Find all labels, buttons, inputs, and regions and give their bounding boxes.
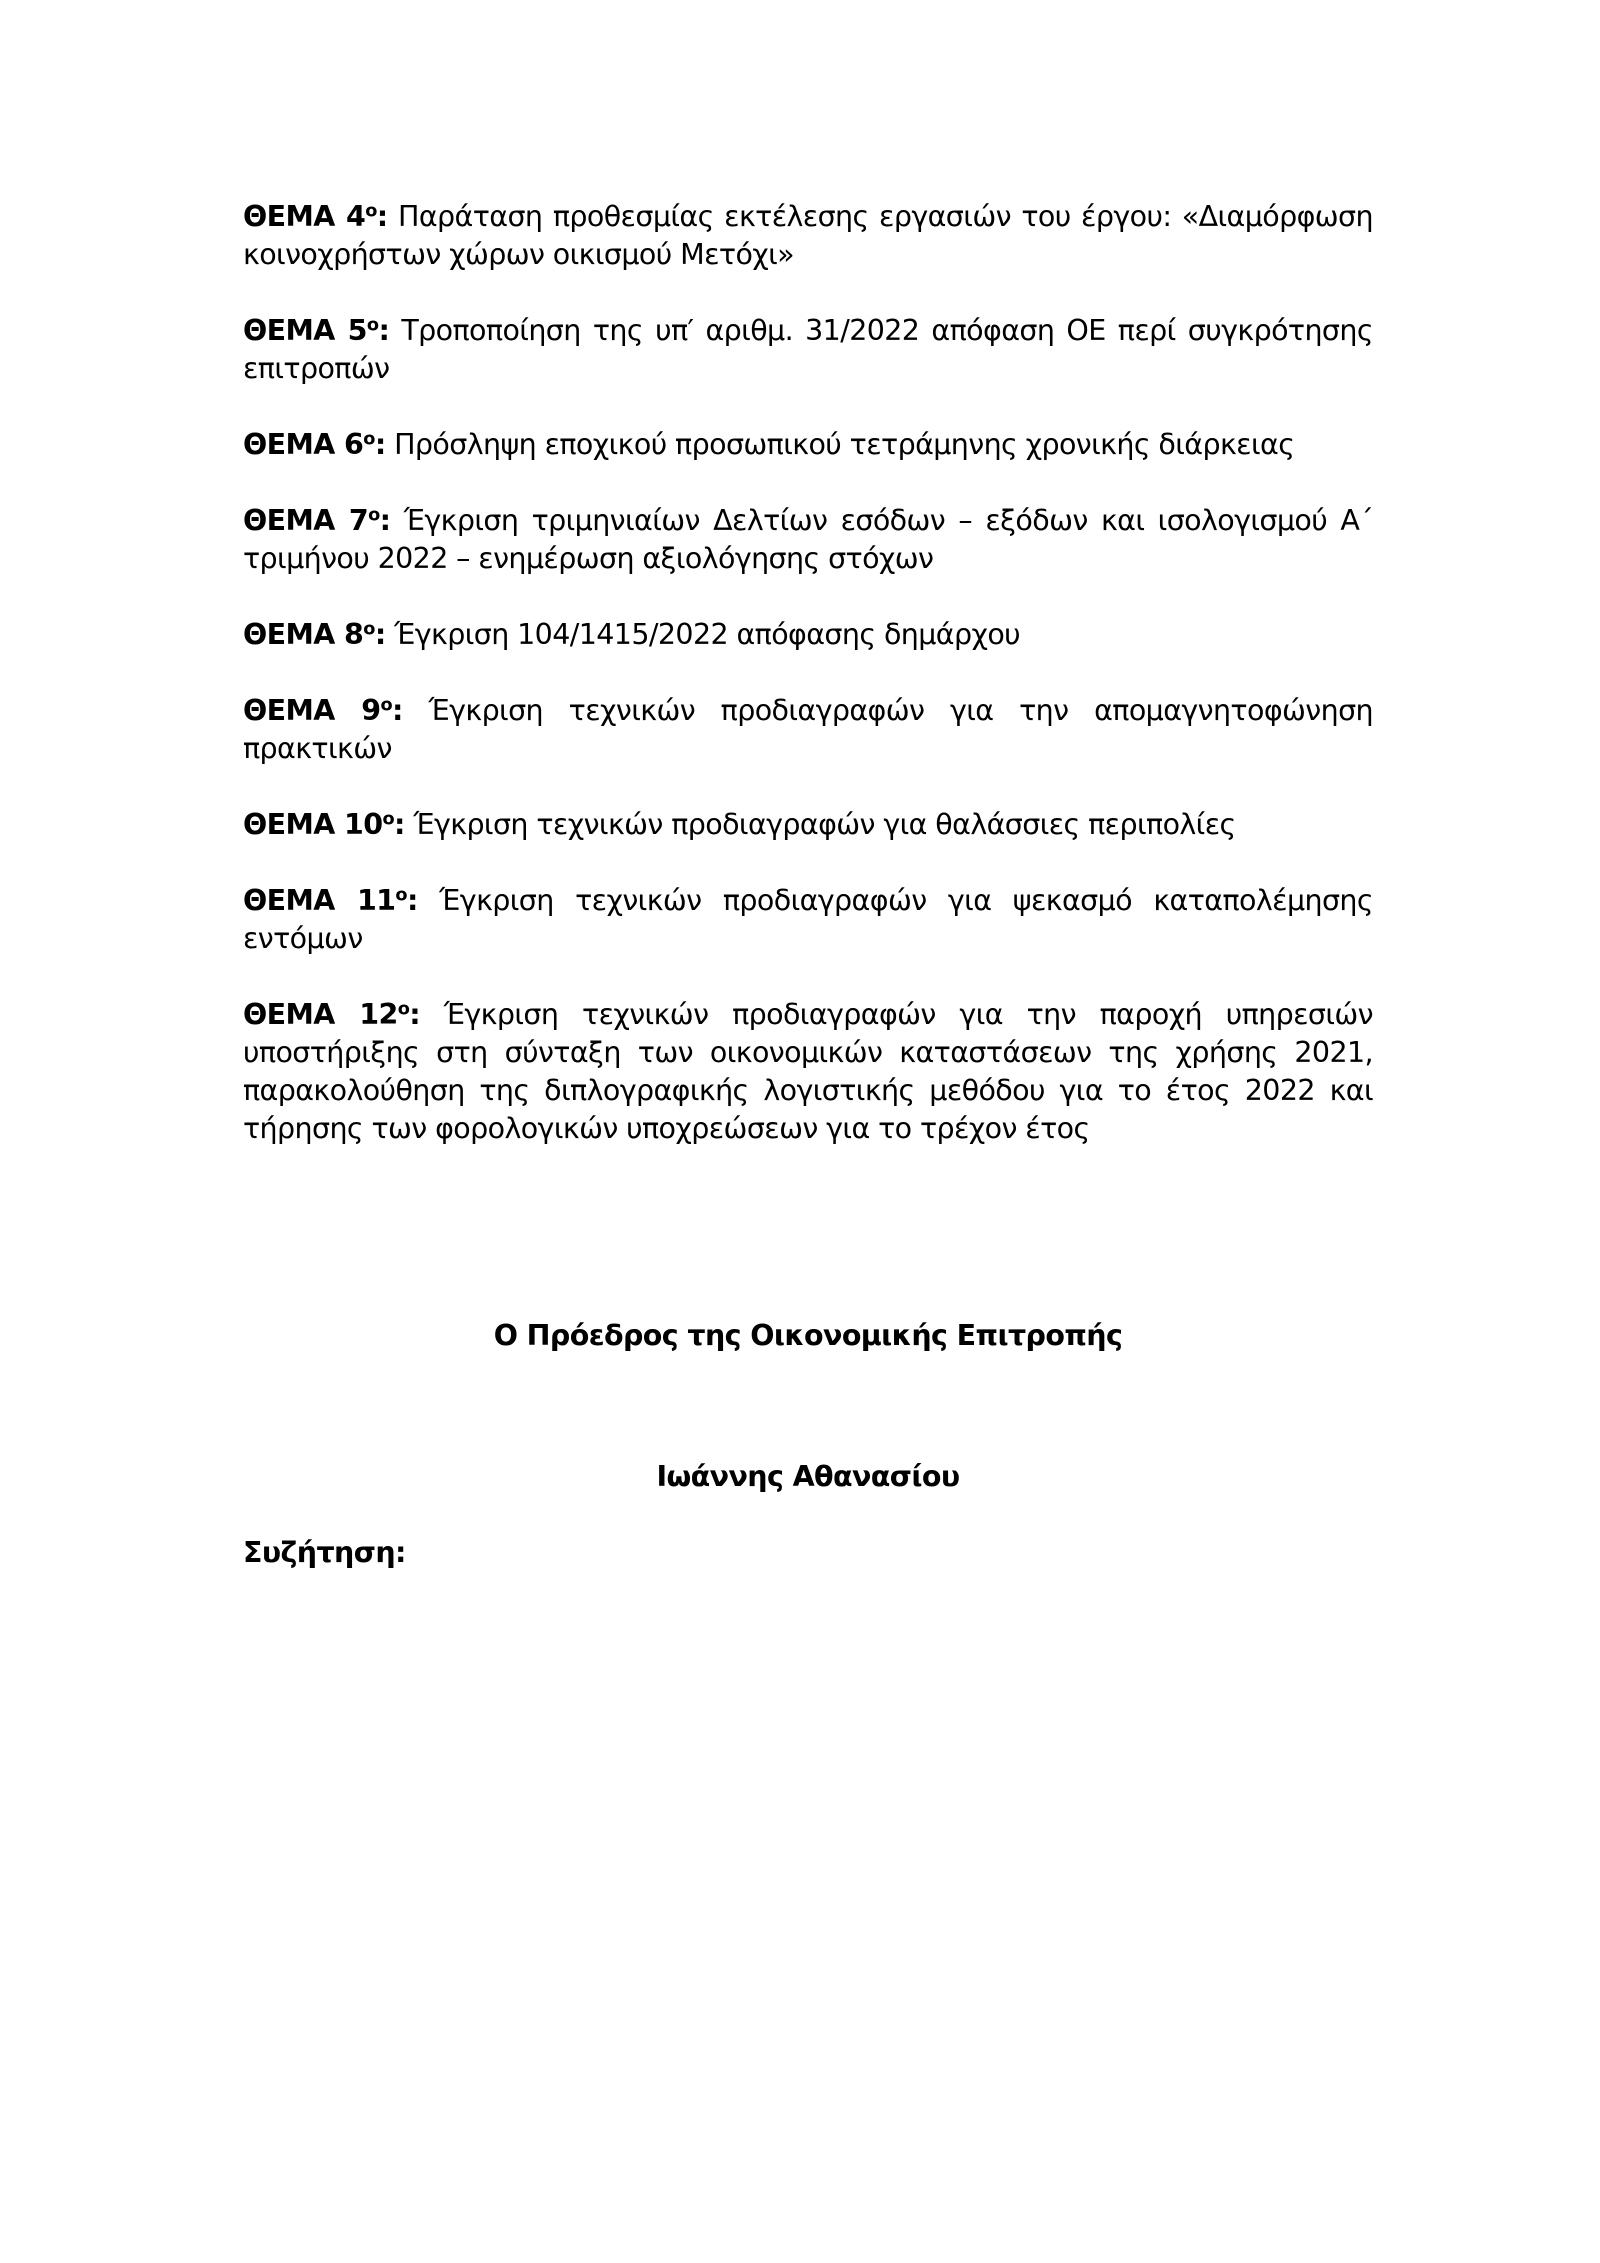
agenda-item-label: ΘΕΜΑ $10^o$: xyxy=(243,808,405,841)
agenda-item-text: Έγκριση 104/1415/2022 απόφασης δημάρχου xyxy=(394,618,1021,651)
agenda-item-label: ΘΕΜΑ $8^o$: xyxy=(243,618,386,651)
agenda-item-text: Παράταση προθεσμίας εκτέλεσης εργασιών του έργου: «Διαμόρφωση κοινοχρήστων χώρων οικισμού Μετόχι» xyxy=(243,200,1373,271)
agenda-item-text: Έγκριση τεχνικών προδιαγραφών για θαλάσσιες περιπολίες xyxy=(413,808,1236,841)
agenda-item-text: Έγκριση τεχνικών προδιαγραφών για την παροχή υπηρεσιών υποστήριξης στη σύνταξη των οικονομικών καταστάσεων της χρήσης 2021, παρακολούθηση της διπλογραφικής λογιστικής μεθόδου για το έτος 2022 και τήρησης των φορολογικών υποχρεώσεων για το τρέχον έτος xyxy=(243,998,1373,1145)
agenda-item-text: Έγκριση τεχνικών προδιαγραφών για την απομαγνητοφώνηση πρακτικών xyxy=(243,694,1373,765)
agenda-item-label: ΘΕΜΑ $5^o$: xyxy=(243,314,390,347)
agenda-item-text: Τροποποίηση της υπ′ αριθμ. 31/2022 απόφαση ΟΕ περί συγκρότησης επιτροπών xyxy=(243,314,1373,385)
discussion-label: Συζήτηση: xyxy=(243,1536,406,1569)
signature-block xyxy=(243,0,1373,2263)
agenda-item-label: ΘΕΜΑ $11^o$: xyxy=(243,884,418,917)
agenda-item-text: Πρόσληψη εποχικού προσωπικού τετράμηνης χρονικής διάρκειας xyxy=(394,428,1295,461)
agenda-item-label: ΘΕΜΑ $9^o$: xyxy=(243,694,403,727)
agenda-item-label: ΘΕΜΑ $12^o$: xyxy=(243,998,421,1031)
signature-title: Ο Πρόεδρος της Οικονομικής Επιτροπής xyxy=(493,1319,1123,1352)
agenda-item-text: Έγκριση τριμηνιαίων Δελτίων εσόδων – εξόδων και ισολογισμού Α΄ τριμήνου 2022 – ενημέρωση αξιολόγησης στόχων xyxy=(243,504,1373,575)
agenda-item-label: ΘΕΜΑ $6^o$: xyxy=(243,428,386,461)
signature-name: Ιωάννης Αθανασίου xyxy=(656,1460,960,1493)
agenda-item-text: Έγκριση τεχνικών προδιαγραφών για ψεκασμό καταπολέμησης εντόμων xyxy=(243,884,1373,955)
agenda-item-label: ΘΕΜΑ $4^o$: xyxy=(243,200,388,233)
agenda-item-label: ΘΕΜΑ $7^o$: xyxy=(243,504,391,537)
